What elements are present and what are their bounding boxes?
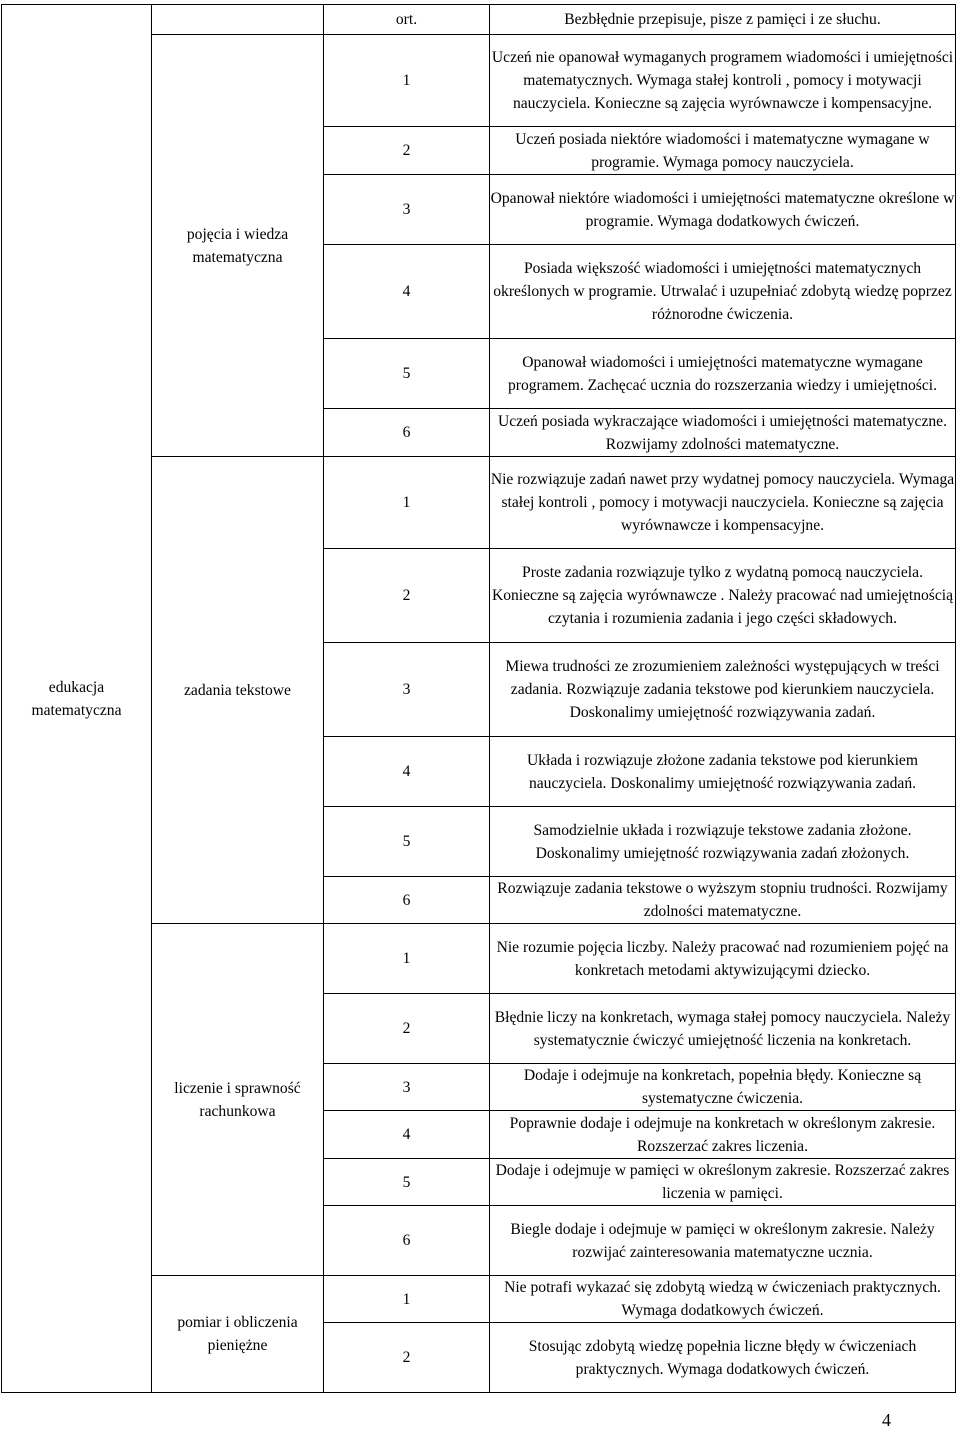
grade-number: 6 [324,409,490,457]
grade-description: Rozwiązuje zadania tekstowe o wyższym stopniu trudności. Rozwijamy zdolności matematyczne. [490,877,956,924]
grade-number: 3 [324,175,490,245]
grade-number: 3 [324,643,490,737]
grade-description: Poprawnie dodaje i odejmuje na konkretach w określonym zakresie. Rozszerzać zakres liczenia. [490,1111,956,1159]
category-label: pomiar i obliczenia pieniężne [152,1276,324,1393]
grade-description: Miewa trudności ze zrozumieniem zależności występujących w treści zadania. Rozwiązuje zadania tekstowe pod kierunkiem nauczyciela. Doskonalimy umiejętność rozwiązywania zadań. [490,643,956,737]
category-label: pojęcia i wiedza matematyczna [152,35,324,457]
grade-description: Nie rozumie pojęcia liczby. Należy pracować nad rozumieniem pojęć na konkretach metodami aktywizującymi dziecko. [490,924,956,994]
grade-number: 4 [324,1111,490,1159]
grade-number: 2 [324,127,490,175]
grade-number: 4 [324,245,490,339]
assessment-table [1,4,956,1393]
grade-description: Układa i rozwiązuje złożone zadania tekstowe pod kierunkiem nauczyciela. Doskonalimy umiejętność rozwiązywania zadań. [490,737,956,807]
section-label: edukacja matematyczna [2,5,152,1393]
grade-number: 5 [324,339,490,409]
grade-description: Nie potrafi wykazać się zdobytą wiedzą w ćwiczeniach praktycznych. Wymaga dodatkowych ćwiczeń. [490,1276,956,1323]
grade-description: Uczeń posiada wykraczające wiadomości i umiejętności matematyczne. Rozwijamy zdolności matematyczne. [490,409,956,457]
grade-description: Nie rozwiązuje zadań nawet przy wydatnej pomocy nauczyciela. Wymaga stałej kontroli , pomocy i motywacji nauczyciela. Konieczne są zajęcia wyrównawcze i kompensacyjne. [490,457,956,549]
grade-number: 2 [324,994,490,1064]
grade-number: 1 [324,457,490,549]
grade-number: 5 [324,807,490,877]
grade-number: 6 [324,877,490,924]
table-row [2,5,956,35]
grade-description: Opanował wiadomości i umiejętności matematyczne wymagane programem. Zachęcać ucznia do rozszerzania wiedzy i umiejętności. [490,339,956,409]
grade-number: 1 [324,924,490,994]
grade-description: Uczeń nie opanował wymaganych programem wiadomości i umiejętności matematycznych. Wymaga stałej kontroli , pomocy i motywacji nauczyciela. Konieczne są zajęcia wyrównawcze i kompensacyjne. [490,35,956,127]
grade-description: Samodzielnie układa i rozwiązuje tekstowe zadania złożone. Doskonalimy umiejętność rozwiązywania zadań złożonych. [490,807,956,877]
grade-description: Dodaje i odejmuje na konkretach, popełnia błędy. Konieczne są systematyczne ćwiczenia. [490,1064,956,1111]
grade-description: Stosując zdobytą wiedzę popełnia liczne błędy w ćwiczeniach praktycznych. Wymaga dodatkowych ćwiczeń. [490,1323,956,1393]
grade-number: 2 [324,1323,490,1393]
grade-description: Posiada większość wiadomości i umiejętności matematycznych określonych w programie. Utrwalać i uzupełniać zdobytą wiedzę poprzez różnorodne ćwiczenia. [490,245,956,339]
grade-number: 6 [324,1206,490,1276]
grade-number: 1 [324,1276,490,1323]
grade-label: ort. [324,5,490,35]
grade-number: 1 [324,35,490,127]
grade-description: Opanował niektóre wiadomości i umiejętności matematyczne określone w programie. Wymaga dodatkowych ćwiczeń. [490,175,956,245]
grade-number: 4 [324,737,490,807]
grade-number: 3 [324,1064,490,1111]
category-label: liczenie i sprawność rachunkowa [152,924,324,1276]
grade-description: Biegle dodaje i odejmuje w pamięci w określonym zakresie. Należy rozwijać zainteresowania matematyczne ucznia. [490,1206,956,1276]
category-label: zadania tekstowe [152,457,324,924]
page-number: 4 [882,1410,891,1430]
grade-number: 2 [324,549,490,643]
grade-description: Bezbłędnie przepisuje, pisze z pamięci i ze słuchu. [490,5,956,35]
grade-description: Uczeń posiada niektóre wiadomości i matematyczne wymagane w programie. Wymaga pomocy nauczyciela. [490,127,956,175]
grade-number: 5 [324,1159,490,1206]
grade-description: Proste zadania rozwiązuje tylko z wydatną pomocą nauczyciela. Konieczne są zajęcia wyrównawcze . Należy pracować nad umiejętnością czytania i rozumienia zadania i jego części składowych. [490,549,956,643]
empty-category-cell [152,5,324,35]
grade-description: Dodaje i odejmuje w pamięci w określonym zakresie. Rozszerzać zakres liczenia w pamięci. [490,1159,956,1206]
grade-description: Błędnie liczy na konkretach, wymaga stałej pomocy nauczyciela. Należy systematycznie ćwiczyć umiejętność liczenia na konkretach. [490,994,956,1064]
